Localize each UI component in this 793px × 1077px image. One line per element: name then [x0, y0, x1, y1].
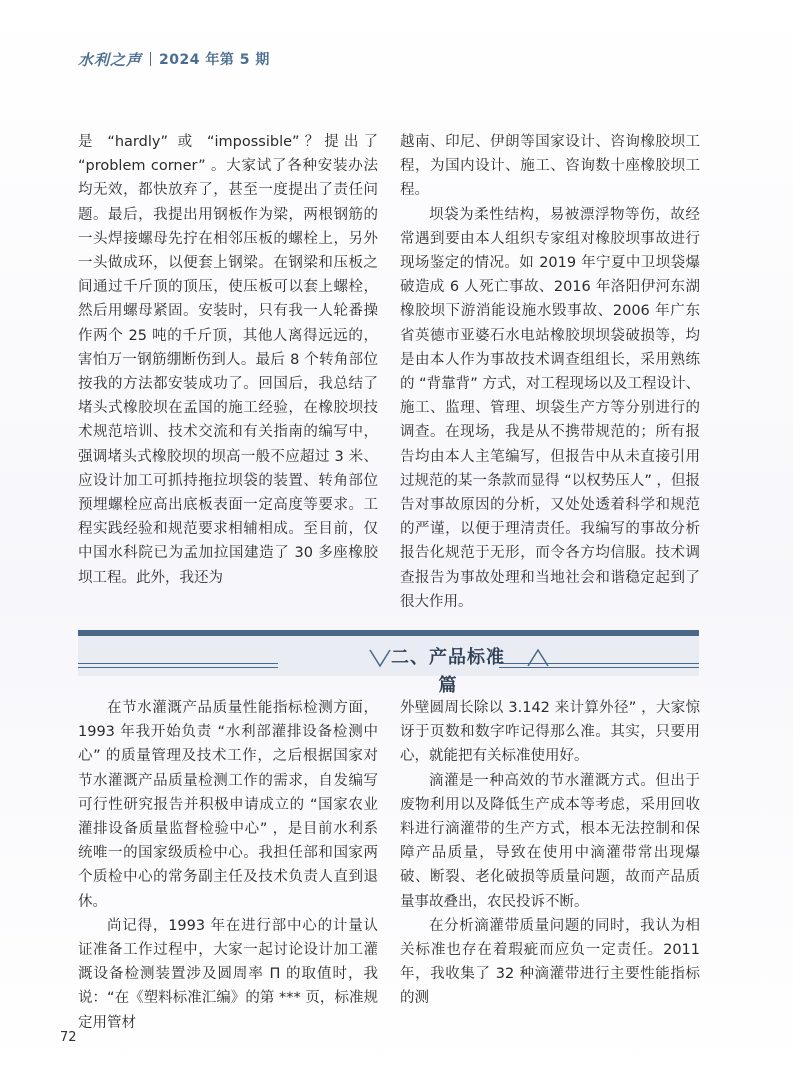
top-left-column [78, 130, 378, 590]
journal-brand: 水利之声 [78, 50, 143, 69]
paragraph: 坝袋为柔性结构，易被漂浮物等伤，故经常遇到要由本人组织专家组对橡胶坝事故进行现场鉴定的情况。如 2019 年宁夏中卫坝袋爆破造成 6 人死亡事故、2016 年洛阳伊河东湖橡胶坝下游消能设施水毁事故、2006 年广东省英德市亚婆石水电站橡胶坝坝袋破损等，均是由本人作为事故技术调查组组长，采用熟练的 “背靠背” 方式，对工程现场以及工程设计、施工、监理、管理、坝袋生产方等分别进行的调查。在现场，我是从不携带规范的；所有报告均由本人主笔编写，但报告中从未直接引用过规范的某一条款而显得 “以权势压人” ，但报告对事故原因的分析，又处处透着科学和规范的严谨，以便于理清责任。我编写的事故分析报告化规范于无形，而令各方均信服。技术调查报告为事故处理和当地社会和谐稳定起到了很大作用。 [400, 206, 700, 610]
chevron-right-ornament-icon [526, 648, 550, 670]
paragraph: 是 “hardly” 或 “impossible”？提出了 “problem corner” 。大家试了各种安装办法均无效，都快放弃了，甚至一度提出了责任问题。最后，我提出用钢板作为梁，两根钢筋的一头焊接螺母先拧在相邻压板的螺栓上，另外一头做成环，以便套上钢梁。在钢梁和压板之间通过千斤顶的顶压，使压板可以套上螺栓，然后用螺母紧固。安装时，只有我一人轮番操作两个 25 吨的千斤顶，其他人离得远远的，害怕万一钢筋绷断伤到人。最后 8 个转角部位按我的方法都安装成功了。回国后，我总结了堵头式橡胶坝在孟国的施工经验，在橡胶坝技术规范培训、技术交流和有关指南的编写中，强调堵头式橡胶坝的坝高一般不应超过 3 米、应设计加工可抓持拖拉坝袋的装置、转角部位预埋螺栓应高出底板表面一定高度等要求。工程实践经验和规范要求相辅相成。至目前，仅中国水科院已为孟加拉国建造了 30 多座橡胶坝工程。此外，我还为 [78, 134, 378, 586]
bottom-right-column [400, 696, 700, 1011]
journal-header [78, 48, 270, 70]
journal-issue: 2024 年第 5 期 [159, 52, 270, 68]
paragraph: 外壁圆周长除以 3.142 来计算外径” ，大家惊讶于页数和数字咋记得那么准。其实，只要用心，就能把有关标准使用好。 [400, 700, 700, 765]
section-title: 二、产品标准篇 [391, 647, 505, 696]
bottom-left-column [78, 696, 378, 1035]
paragraph: 尚记得，1993 年在进行部中心的计量认证准备工作过程中，大家一起讨论设计加工灌溉设备检测装置涉及圆周率 Π 的取值时，我说：“在《塑料标准汇编》的第 *** 页，标准规定用管材 [78, 917, 378, 1031]
header-divider [150, 52, 151, 66]
paragraph: 滴灌是一种高效的节水灌溉方式。但出于废物利用以及降低生产成本等考虑，采用回收料进行滴灌带的生产方式，根本无法控制和保障产品质量，导致在使用中滴灌带常出现爆破、断裂、老化破损等质量问题，故而产品质量事故叠出，农民投诉不断。 [400, 772, 700, 910]
section-heading [78, 630, 699, 696]
section-rule-left [78, 663, 278, 664]
paragraph: 在节水灌溉产品质量性能指标检测方面，1993 年我开始负责 “水利部灌排设备检测中心” 的质量管理及技术工作，之后根据国家对节水灌溉产品质量检测工作的需求，自发编写可行性研究报告并积极申请成立的 “国家农业灌排设备质量监督检验中心” ，是目前水利系统唯一的国家级质检中心。我担任部和国家两个质检中心的常务副主任及技术负责人直到退休。 [78, 700, 378, 910]
page-number: 72 [60, 1030, 77, 1045]
top-right-column [400, 130, 700, 614]
paragraph: 越南、印尼、伊朗等国家设计、咨询橡胶坝工程，为国内设计、施工、咨询数十座橡胶坝工程。 [400, 134, 700, 199]
paragraph: 在分析滴灌带质量问题的同时，我认为相关标准也存在着瑕疵而应负一定责任。2011 年，我收集了 32 种滴灌带进行主要性能指标的测 [400, 917, 700, 1007]
section-rule-left-2 [78, 667, 278, 668]
